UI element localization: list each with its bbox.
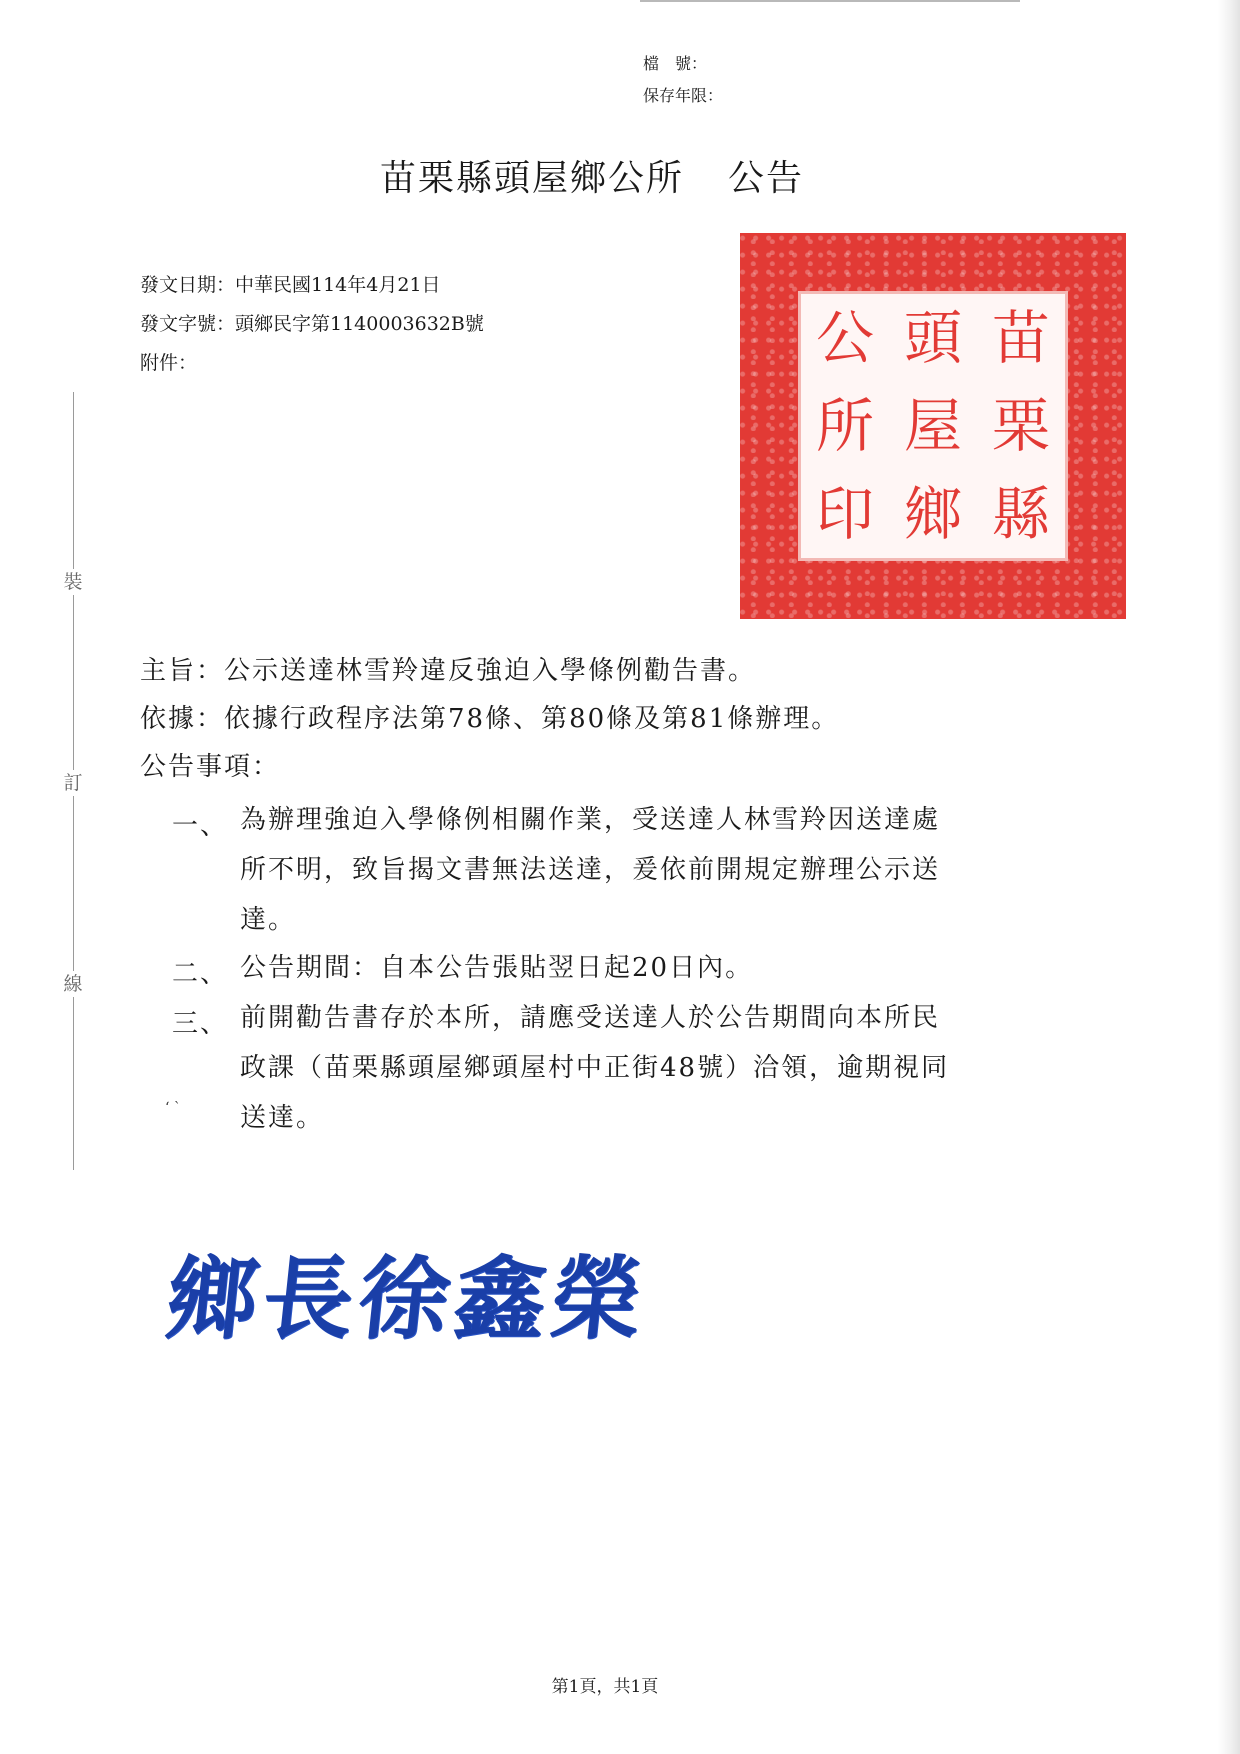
scan-specks: ‘ ˋ	[165, 1100, 181, 1116]
item-text-line: 送達。	[240, 1103, 325, 1133]
binding-mark: 線	[63, 973, 83, 995]
seal-char: 苗	[991, 304, 1050, 372]
issue-date: 發文日期：中華民國114年4月21日	[140, 274, 441, 296]
page-number: 第1頁，共1頁	[551, 1677, 659, 1697]
item-number: 一、	[172, 811, 229, 841]
file-number-label: 檔 號：	[643, 54, 708, 73]
binding-mark: 訂	[63, 772, 83, 794]
mayor-signature-stamp: 鄉長徐鑫榮	[161, 1246, 653, 1352]
seal-char: 縣	[991, 480, 1050, 548]
item-text-line: 達。	[240, 905, 297, 935]
subject-line: 主旨：公示送達林雪羚違反強迫入學條例勸告書。	[140, 656, 757, 686]
item-text	[240, 795, 1102, 945]
basis-line: 依據：依據行政程序法第78條、第80條及第81條辦理。	[140, 704, 840, 734]
issue-info	[140, 266, 484, 383]
item-number: 二、	[172, 959, 229, 989]
item-text	[240, 943, 1102, 993]
page-title	[380, 150, 804, 201]
document-type: 公告	[728, 158, 805, 199]
items-heading: 公告事項：	[140, 752, 281, 782]
retention-label: 保存年限：	[643, 86, 724, 105]
seal-char: 所	[815, 392, 874, 460]
item-number: 三、	[172, 1009, 229, 1039]
binding-mark: 裝	[63, 571, 83, 593]
scan-right-edge	[1218, 0, 1240, 1754]
item-text-line: 公告期間：自本公告張貼翌日起20日內。	[240, 953, 754, 983]
seal-char: 鄉	[903, 480, 962, 548]
seal-char: 屋	[903, 392, 962, 460]
issuing-office: 苗栗縣頭屋鄉公所	[380, 158, 685, 199]
seal-char: 頭	[903, 304, 962, 372]
seal-char: 公	[815, 304, 874, 372]
issue-reference: 發文字號：頭鄉民字第1140003632B號	[140, 313, 484, 335]
seal-char: 印	[815, 480, 874, 548]
seal-char: 栗	[991, 392, 1050, 460]
scan-top-edge	[640, 0, 1020, 2]
item-text-line: 前開勸告書存於本所，請應受送達人於公告期間向本所民	[240, 1003, 941, 1033]
attachment-label: 附件：	[140, 352, 198, 374]
seal-inner	[798, 291, 1068, 561]
official-seal	[740, 233, 1126, 619]
item-text-line: 政課（苗栗縣頭屋鄉頭屋村中正街48號）洽領，逾期視同	[240, 1053, 950, 1083]
item-text	[240, 993, 1102, 1143]
item-text-line: 所不明，致旨揭文書無法送達，爰依前開規定辦理公示送	[240, 855, 941, 885]
file-meta	[643, 48, 723, 112]
item-text-line: 為辦理強迫入學條例相關作業，受送達人林雪羚因送達處	[240, 805, 941, 835]
